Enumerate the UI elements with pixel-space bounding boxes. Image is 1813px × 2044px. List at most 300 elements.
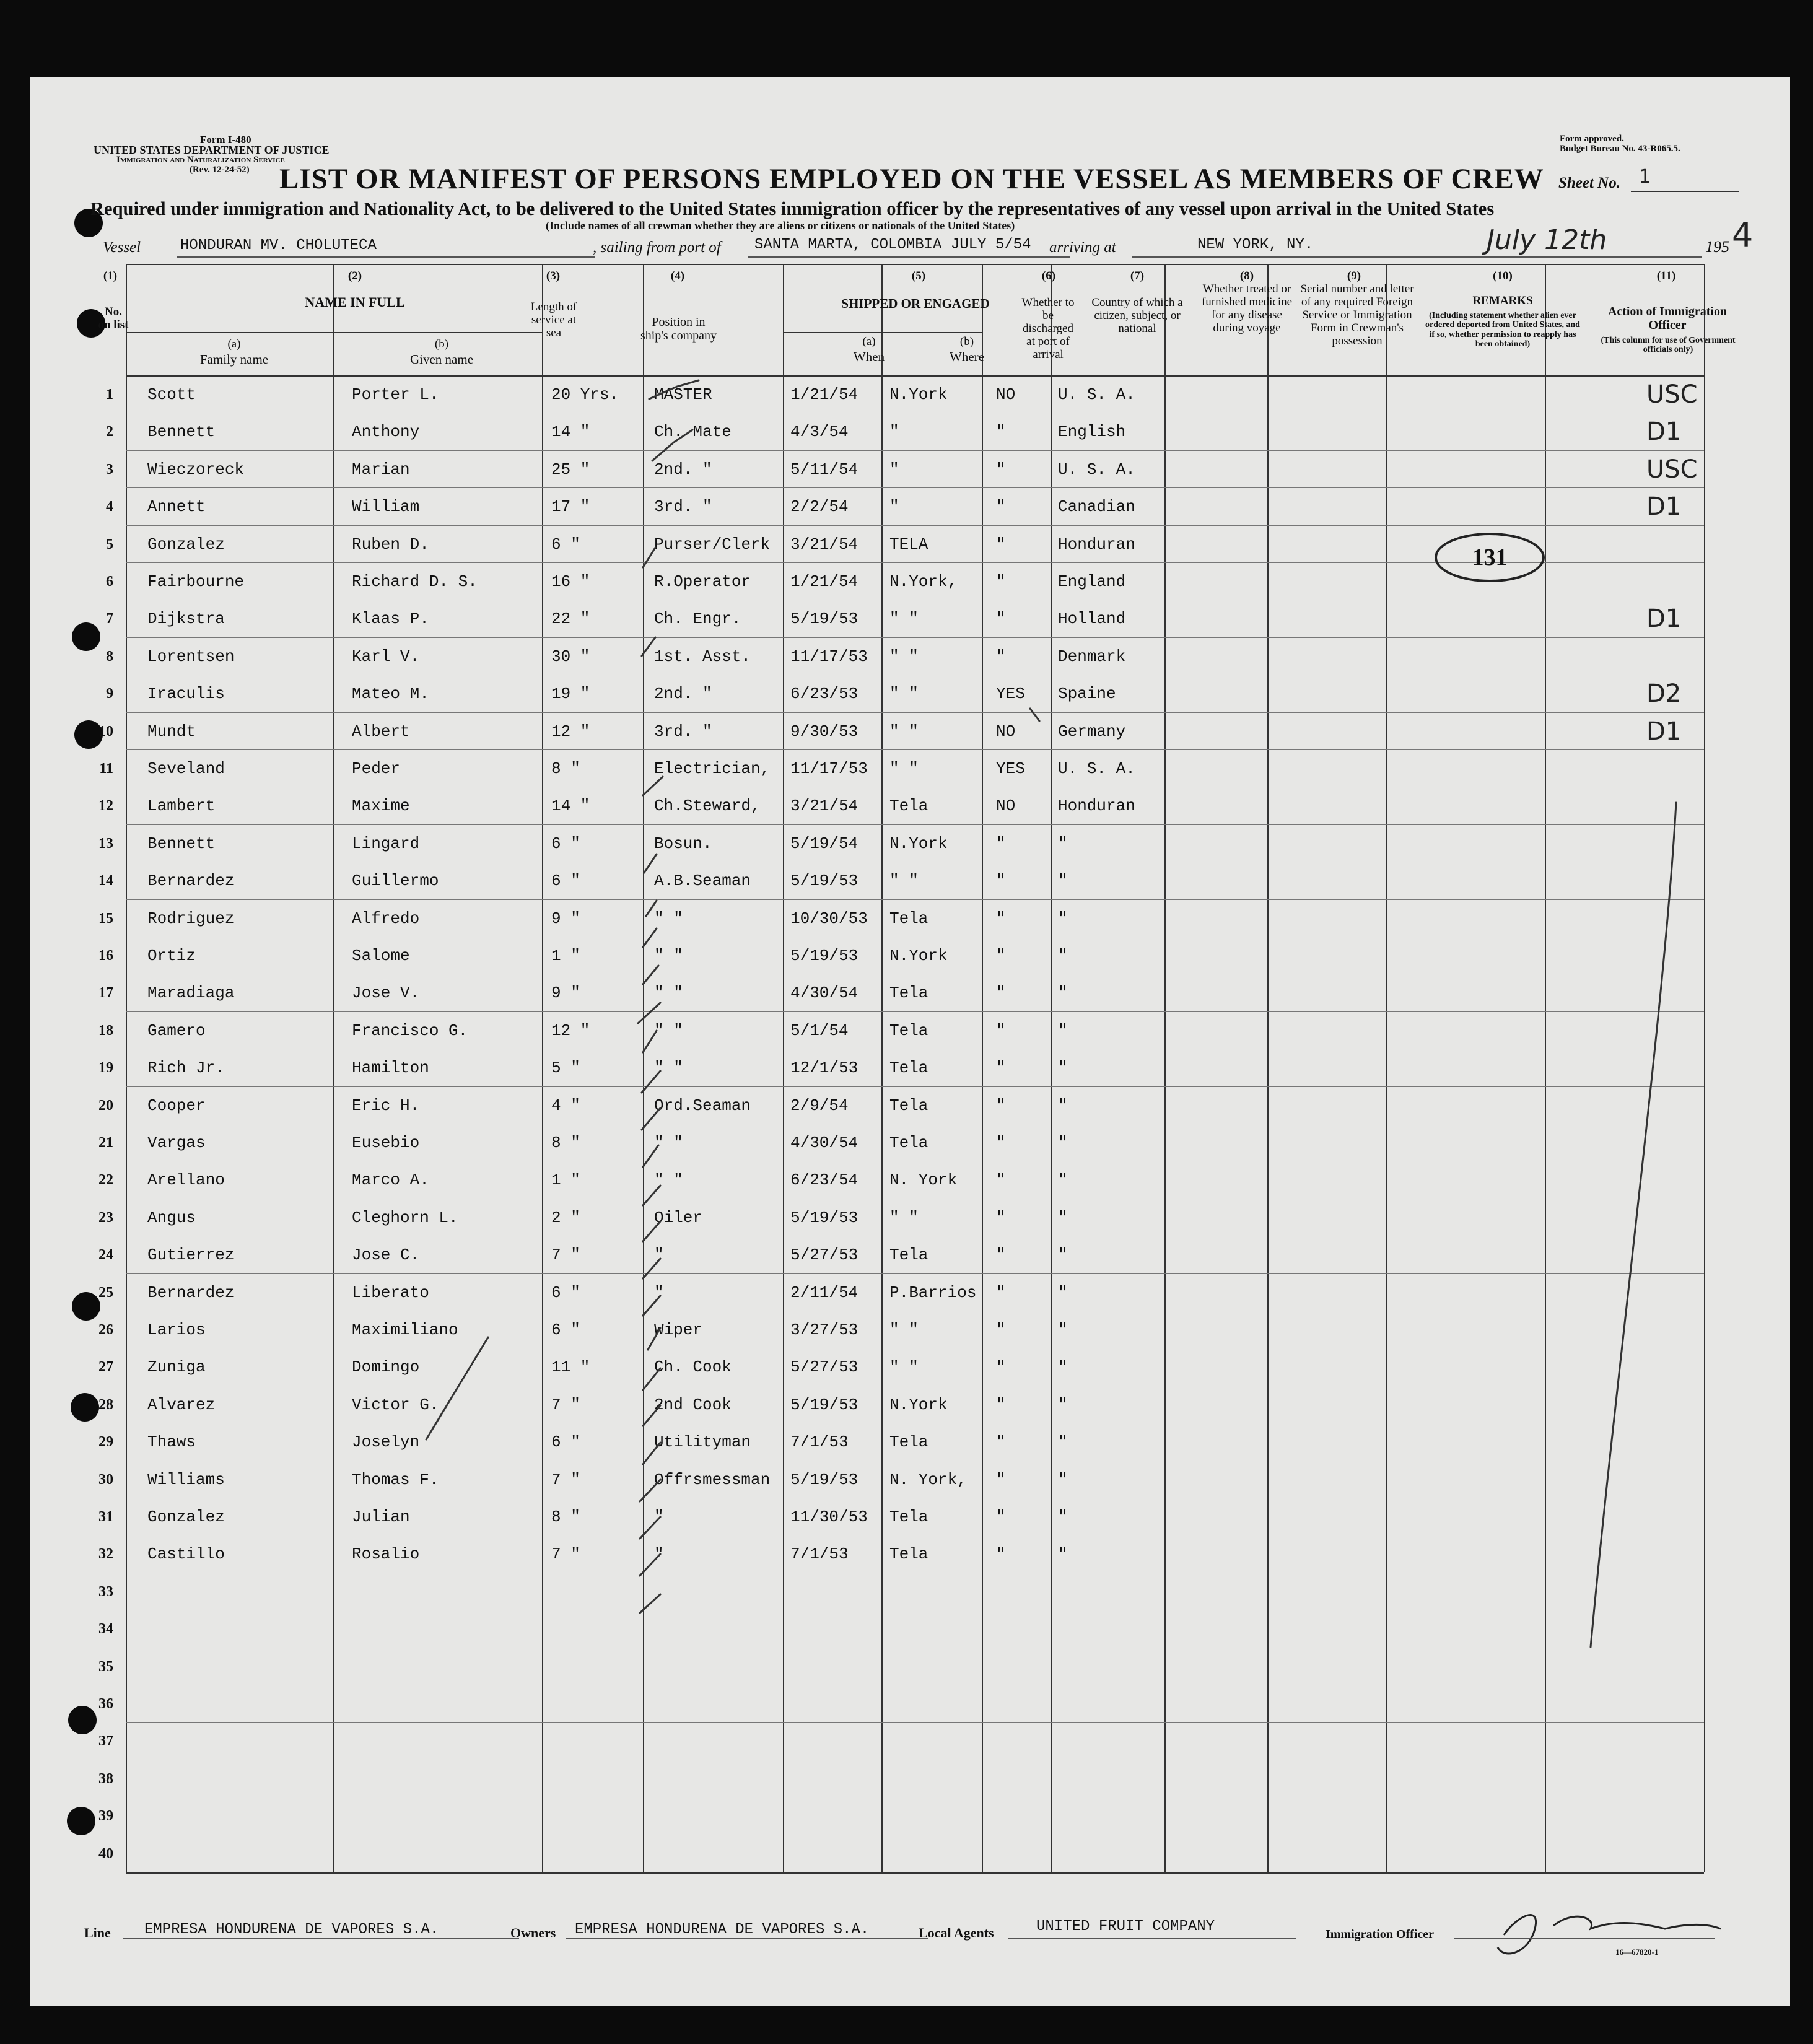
row-number: 8	[106, 649, 113, 665]
check-mark	[643, 1031, 657, 1052]
discharged-cell: "	[996, 834, 1006, 853]
check-mark	[643, 548, 655, 567]
agents-value: UNITED FRUIT COMPANY	[1036, 1918, 1215, 1935]
country-cell: "	[1058, 1508, 1068, 1526]
discharged-cell: "	[996, 1246, 1006, 1264]
length-cell: 7 "	[551, 1545, 580, 1563]
country-cell: "	[1058, 871, 1068, 890]
when-cell: 11/30/53	[790, 1508, 868, 1526]
where-cell: "	[889, 460, 899, 479]
given-name-cell: Maximiliano	[352, 1321, 458, 1339]
given-name-cell: Eric H.	[352, 1096, 420, 1115]
handwritten-marks	[30, 77, 1790, 2006]
col-2b: (b)	[434, 338, 449, 351]
where-cell: N.York	[889, 834, 948, 853]
family-name-cell: Bernardez	[147, 871, 235, 890]
action-cell: USC	[1646, 455, 1698, 484]
when-cell: 2/2/54	[790, 497, 849, 516]
where-cell: Tela	[889, 1096, 928, 1115]
sailing-label: , sailing from port of	[593, 239, 721, 256]
sailing-port: SANTA MARTA, COLOMBIA JULY 5/54	[754, 237, 1031, 253]
row-number: 19	[98, 1060, 113, 1076]
country-cell: "	[1058, 1283, 1068, 1302]
given-name-cell: Jose V.	[352, 984, 420, 1002]
position-cell: " "	[654, 1059, 683, 1077]
row-number: 10	[98, 723, 113, 740]
given-name-cell: Klaas P.	[352, 609, 429, 628]
when-cell: 5/27/53	[790, 1246, 858, 1264]
length-cell: 12 "	[551, 722, 590, 741]
position-cell: Ch. Cook	[654, 1358, 732, 1376]
family-name-cell: Bernardez	[147, 1283, 235, 1302]
family-name-cell: Lambert	[147, 797, 216, 815]
where-cell: Tela	[889, 1246, 928, 1264]
family-name-cell: Cooper	[147, 1096, 206, 1115]
row-number: 12	[98, 798, 113, 814]
row-number: 17	[98, 985, 113, 1001]
given-name-cell: Eusebio	[352, 1133, 420, 1152]
when-cell: 12/1/53	[790, 1059, 858, 1077]
discharged-cell: "	[996, 1133, 1006, 1152]
family-name-cell: Bennett	[147, 834, 216, 853]
owners-underline	[566, 1938, 928, 1939]
position-cell: " "	[654, 1171, 683, 1189]
col-when: When	[853, 349, 885, 364]
when-cell: 11/17/53	[790, 759, 868, 778]
country-cell: "	[1058, 1358, 1068, 1376]
revision: (Rev. 12-24-52)	[190, 165, 250, 175]
where-cell: " "	[889, 722, 919, 741]
check-mark	[643, 1296, 660, 1316]
length-cell: 11 "	[551, 1358, 590, 1376]
row-number: 27	[98, 1359, 113, 1375]
position-cell: 3rd. "	[654, 722, 712, 741]
given-name-cell: Marian	[352, 460, 410, 479]
action-cell: USC	[1646, 380, 1698, 409]
where-cell: N.York	[889, 946, 948, 965]
arriving-label: arriving at	[1049, 239, 1116, 256]
family-name-cell: Dijkstra	[147, 609, 225, 628]
country-cell: "	[1058, 1246, 1068, 1264]
family-name-cell: Fairbourne	[147, 572, 245, 591]
length-cell: 6 "	[551, 871, 580, 890]
length-cell: 19 "	[551, 684, 590, 703]
col-shipped: SHIPPED OR ENGAGED	[841, 296, 990, 311]
when-cell: 7/1/53	[790, 1545, 849, 1563]
discharged-cell: "	[996, 1470, 1006, 1489]
country-cell: "	[1058, 1470, 1068, 1489]
row-number: 29	[98, 1434, 113, 1450]
row-number: 25	[98, 1285, 113, 1301]
action-cell: D2	[1646, 679, 1682, 708]
row-number: 34	[98, 1621, 113, 1637]
country-cell: Germany	[1058, 722, 1126, 741]
col-number-8: (8)	[1239, 269, 1254, 282]
given-name-cell: Anthony	[352, 422, 420, 441]
when-cell: 1/21/54	[790, 572, 858, 591]
given-name-cell: Mateo M.	[352, 684, 429, 703]
where-cell: Tela	[889, 909, 928, 928]
row-number: 20	[98, 1098, 113, 1114]
where-cell: " "	[889, 647, 919, 666]
row-number: 14	[98, 873, 113, 889]
where-cell: Tela	[889, 1021, 928, 1040]
position-cell: "	[654, 1508, 664, 1526]
check-mark	[643, 966, 658, 984]
form-number: Form I-480	[200, 134, 251, 146]
officer-underline	[1454, 1938, 1715, 1939]
discharged-cell: "	[996, 1395, 1006, 1414]
page-title: LIST OR MANIFEST OF PERSONS EMPLOYED ON THE VESSEL AS MEMBERS OF CREW	[279, 163, 1544, 195]
when-cell: 5/27/53	[790, 1358, 858, 1376]
where-cell: "	[889, 497, 899, 516]
line-label: Line	[84, 1925, 111, 1941]
check-mark	[642, 1071, 660, 1093]
discharged-cell: "	[996, 497, 1006, 516]
discharged-cell: "	[996, 422, 1006, 441]
row-number: 23	[98, 1210, 113, 1226]
col-number-4: (4)	[670, 269, 685, 282]
length-cell: 1 "	[551, 1171, 580, 1189]
when-cell: 4/30/54	[790, 1133, 858, 1152]
position-cell: Electrician,	[654, 759, 771, 778]
check-mark	[649, 380, 699, 399]
col-country: Country of which a citizen, subject, or national	[1091, 296, 1183, 335]
when-cell: 5/11/54	[790, 460, 858, 479]
where-cell: P.Barrios	[889, 1283, 977, 1302]
discharged-cell: "	[996, 1433, 1006, 1451]
position-cell: Wiper	[654, 1321, 703, 1339]
position-cell: 2nd. "	[654, 460, 712, 479]
check-mark	[643, 1259, 660, 1278]
when-cell: 6/23/54	[790, 1171, 858, 1189]
family-name-cell: Annett	[147, 497, 206, 516]
agents-label: Local Agents	[919, 1925, 994, 1941]
position-cell: " "	[654, 946, 683, 965]
where-cell: Tela	[889, 984, 928, 1002]
when-cell: 5/19/53	[790, 1470, 858, 1489]
position-cell: 2nd. "	[654, 684, 712, 703]
length-cell: 4 "	[551, 1096, 580, 1115]
where-cell: " "	[889, 759, 919, 778]
position-cell: " "	[654, 984, 683, 1002]
given-name-cell: William	[352, 497, 420, 516]
family-name-cell: Thaws	[147, 1433, 196, 1451]
given-name-cell: Hamilton	[352, 1059, 429, 1077]
country-cell: Honduran	[1058, 535, 1135, 554]
position-cell: Ch. Engr.	[654, 609, 741, 628]
family-name-cell: Vargas	[147, 1133, 206, 1152]
discharged-cell: "	[996, 1059, 1006, 1077]
given-name-cell: Karl V.	[352, 647, 420, 666]
check-mark	[643, 1405, 660, 1426]
check-mark	[646, 901, 657, 916]
family-name-cell: Seveland	[147, 759, 225, 778]
sheet-number: 1	[1639, 166, 1651, 188]
discharged-cell: "	[996, 1208, 1006, 1227]
given-name-cell: Albert	[352, 722, 410, 741]
action-cell: D1	[1646, 717, 1682, 746]
given-name-cell: Liberato	[352, 1283, 429, 1302]
length-cell: 6 "	[551, 834, 580, 853]
family-name-cell: Larios	[147, 1321, 206, 1339]
given-name-cell: Thomas F.	[352, 1470, 439, 1489]
where-cell: " "	[889, 609, 919, 628]
length-cell: 9 "	[551, 984, 580, 1002]
discharged-cell: "	[996, 609, 1006, 628]
where-cell: N.York	[889, 385, 948, 404]
col-given-name: Given name	[409, 352, 474, 367]
position-cell: Bosun.	[654, 834, 712, 853]
given-name-cell: Victor G.	[352, 1395, 439, 1414]
length-cell: 16 "	[551, 572, 590, 591]
given-name-cell: Francisco G.	[352, 1021, 468, 1040]
country-cell: "	[1058, 1021, 1068, 1040]
check-mark	[643, 1186, 660, 1205]
when-cell: 1/21/54	[790, 385, 858, 404]
length-cell: 7 "	[551, 1395, 580, 1414]
when-cell: 2/9/54	[790, 1096, 849, 1115]
sheet-number-label: Sheet No.	[1558, 175, 1620, 191]
discharged-cell: "	[996, 1096, 1006, 1115]
position-cell: 3rd. "	[654, 497, 712, 516]
when-cell: 3/27/53	[790, 1321, 858, 1339]
row-number: 26	[98, 1322, 113, 1338]
family-name-cell: Castillo	[147, 1545, 225, 1563]
given-name-cell: Cleghorn L.	[352, 1208, 458, 1227]
row-number: 39	[98, 1808, 113, 1824]
discharged-cell: "	[996, 871, 1006, 890]
discharged-cell: YES	[996, 684, 1025, 703]
position-cell: Utilityman	[654, 1433, 751, 1451]
discharged-cell: "	[996, 984, 1006, 1002]
where-cell: Tela	[889, 1133, 928, 1152]
length-cell: 7 "	[551, 1246, 580, 1264]
when-cell: 6/23/53	[790, 684, 858, 703]
check-mark	[640, 1594, 660, 1613]
position-cell: Ch. Mate	[654, 422, 732, 441]
form-approved: Form approved.	[1560, 134, 1624, 144]
length-cell: 6 "	[551, 1321, 580, 1339]
row-number: 28	[98, 1397, 113, 1413]
where-cell: " "	[889, 871, 919, 890]
row-number: 18	[98, 1023, 113, 1039]
discharged-cell: "	[996, 1321, 1006, 1339]
position-cell: " "	[654, 1021, 683, 1040]
given-name-cell: Richard D. S.	[352, 572, 478, 591]
check-mark	[643, 1221, 660, 1241]
col-no-on-list: No. on list	[98, 305, 129, 331]
country-cell: "	[1058, 909, 1068, 928]
given-name-cell: Domingo	[352, 1358, 420, 1376]
row-number: 7	[106, 611, 113, 627]
check-mark	[642, 637, 655, 656]
action-cell: D1	[1646, 605, 1682, 633]
vessel-label: Vessel	[103, 239, 141, 256]
row-number: 40	[98, 1846, 113, 1862]
length-cell: 6 "	[551, 1433, 580, 1451]
check-mark	[1030, 709, 1039, 721]
row-number: 24	[98, 1247, 113, 1263]
row-number: 22	[98, 1172, 113, 1188]
row-number: 5	[106, 536, 113, 552]
row-number: 38	[98, 1771, 113, 1787]
when-cell: 3/21/54	[790, 535, 858, 554]
family-name-cell: Lorentsen	[147, 647, 235, 666]
length-cell: 9 "	[551, 909, 580, 928]
family-name-cell: Bennett	[147, 422, 216, 441]
length-cell: 14 "	[551, 422, 590, 441]
country-cell: "	[1058, 1395, 1068, 1414]
row-number: 2	[106, 424, 113, 440]
given-name-cell: Porter L.	[352, 385, 439, 404]
check-mark	[652, 430, 692, 461]
row-number: 33	[98, 1584, 113, 1600]
length-cell: 8 "	[551, 1508, 580, 1526]
col-remarks-note: (Including statement whether alien ever ordered deported from United States, and if so, whether permission to reapply has been obtained)	[1425, 311, 1580, 349]
col-number-5: (5)	[911, 269, 926, 282]
given-name-cell: Rosalio	[352, 1545, 420, 1563]
discharged-cell: "	[996, 1171, 1006, 1189]
when-cell: 7/1/53	[790, 1433, 849, 1451]
position-cell: " "	[654, 1133, 683, 1152]
col-number-9: (9)	[1347, 269, 1361, 282]
check-mark	[643, 1145, 658, 1167]
row-number: 1	[106, 387, 113, 403]
position-cell: Oiler	[654, 1208, 703, 1227]
length-cell: 8 "	[551, 1133, 580, 1152]
discharged-cell: "	[996, 946, 1006, 965]
signature	[1498, 1915, 1721, 1954]
country-cell: "	[1058, 1545, 1068, 1563]
include-note: (Include names of all crewman whether they are aliens or citizens or nationals of the United States)	[546, 219, 1015, 232]
arrival-date: July 12th	[1487, 224, 1607, 256]
department: UNITED STATES DEPARTMENT OF JUSTICE	[94, 144, 330, 156]
where-cell: Tela	[889, 1508, 928, 1526]
where-cell: TELA	[889, 535, 928, 554]
owners-label: Owners	[510, 1925, 556, 1941]
given-name-cell: Ruben D.	[352, 535, 429, 554]
family-name-cell: Rodriguez	[147, 909, 235, 928]
given-name-cell: Alfredo	[352, 909, 420, 928]
position-cell: Purser/Clerk	[654, 535, 771, 554]
row-number: 21	[98, 1135, 113, 1151]
where-cell: Tela	[889, 1059, 928, 1077]
officer-label: Immigration Officer	[1326, 1928, 1434, 1941]
col-name-in-full: NAME IN FULL	[305, 294, 405, 310]
check-mark	[643, 928, 657, 947]
where-cell: " "	[889, 1321, 919, 1339]
line-value: EMPRESA HONDURENA DE VAPORES S.A.	[144, 1921, 439, 1938]
country-cell: Holland	[1058, 609, 1126, 628]
given-name-cell: Guillermo	[352, 871, 439, 890]
check-mark	[640, 1480, 660, 1501]
row-number: 6	[106, 574, 113, 590]
family-name-cell: Zuniga	[147, 1358, 206, 1376]
length-cell: 1 "	[551, 946, 580, 965]
position-cell: MASTER	[654, 385, 712, 404]
length-cell: 17 "	[551, 497, 590, 516]
length-cell: 30 "	[551, 647, 590, 666]
row-number: 3	[106, 461, 113, 478]
col-number-6: (6)	[1041, 269, 1056, 282]
country-cell: "	[1058, 834, 1068, 853]
when-cell: 5/19/54	[790, 834, 858, 853]
row-number: 9	[106, 686, 113, 702]
row-number: 4	[106, 499, 113, 515]
length-cell: 7 "	[551, 1470, 580, 1489]
where-cell: Tela	[889, 1433, 928, 1451]
col-disease: Whether treated or furnished medicine for any disease during voyage	[1201, 282, 1293, 334]
discharged-cell: YES	[996, 759, 1025, 778]
where-cell: Tela	[889, 797, 928, 815]
position-cell: Ch.Steward,	[654, 797, 761, 815]
country-cell: Honduran	[1058, 797, 1135, 815]
when-cell: 10/30/53	[790, 909, 868, 928]
given-name-cell: Marco A.	[352, 1171, 429, 1189]
country-cell: "	[1058, 1059, 1068, 1077]
col-number-10: (10)	[1493, 269, 1513, 282]
length-cell: 6 "	[551, 1283, 580, 1302]
arrival-port: NEW YORK, NY.	[1197, 237, 1314, 253]
col-length: Length of service at sea	[530, 300, 577, 339]
country-cell: U. S. A.	[1058, 759, 1135, 778]
col-where: Where	[950, 349, 984, 364]
when-cell: 11/17/53	[790, 647, 868, 666]
col-2a: (a)	[227, 338, 241, 351]
discharged-cell: NO	[996, 797, 1016, 815]
position-cell: A.B.Seaman	[654, 871, 751, 890]
discharged-cell: NO	[996, 385, 1016, 404]
discharged-cell: "	[996, 1358, 1006, 1376]
length-cell: 2 "	[551, 1208, 580, 1227]
pencil-stroke	[426, 1337, 488, 1439]
country-cell: Spaine	[1058, 684, 1116, 703]
discharged-cell: "	[996, 909, 1006, 928]
discharged-cell: "	[996, 647, 1006, 666]
length-cell: 20 Yrs.	[551, 385, 619, 404]
position-cell: 1st. Asst.	[654, 647, 751, 666]
row-number: 37	[98, 1733, 113, 1749]
given-name-cell: Julian	[352, 1508, 410, 1526]
check-mark	[643, 1368, 660, 1390]
family-name-cell: Williams	[147, 1470, 225, 1489]
col-number-2: (2)	[347, 269, 362, 282]
vessel-name: HONDURAN MV. CHOLUTECA	[180, 237, 377, 254]
discharged-cell: "	[996, 460, 1006, 479]
service: Immigration and Naturalization Service	[116, 155, 285, 165]
row-number: 13	[98, 836, 113, 852]
owners-value: EMPRESA HONDURENA DE VAPORES S.A.	[575, 1921, 870, 1938]
length-cell: 22 "	[551, 609, 590, 628]
position-cell: "	[654, 1246, 664, 1264]
given-name-cell: Maxime	[352, 797, 410, 815]
discharged-cell: "	[996, 1283, 1006, 1302]
when-cell: 4/3/54	[790, 422, 849, 441]
when-cell: 3/21/54	[790, 797, 858, 815]
discharged-cell: "	[996, 535, 1006, 554]
col-action: Action of Immigration Officer	[1607, 305, 1728, 332]
country-cell: "	[1058, 984, 1068, 1002]
when-cell: 2/11/54	[790, 1283, 858, 1302]
col-5a: (a)	[862, 335, 876, 348]
row-number: 35	[98, 1659, 113, 1675]
country-cell: Canadian	[1058, 497, 1135, 516]
where-cell: " "	[889, 1358, 919, 1376]
position-cell: 2nd Cook	[654, 1395, 732, 1414]
col-discharged: Whether to be discharged at port of arrival	[1021, 296, 1075, 361]
family-name-cell: Angus	[147, 1208, 196, 1227]
